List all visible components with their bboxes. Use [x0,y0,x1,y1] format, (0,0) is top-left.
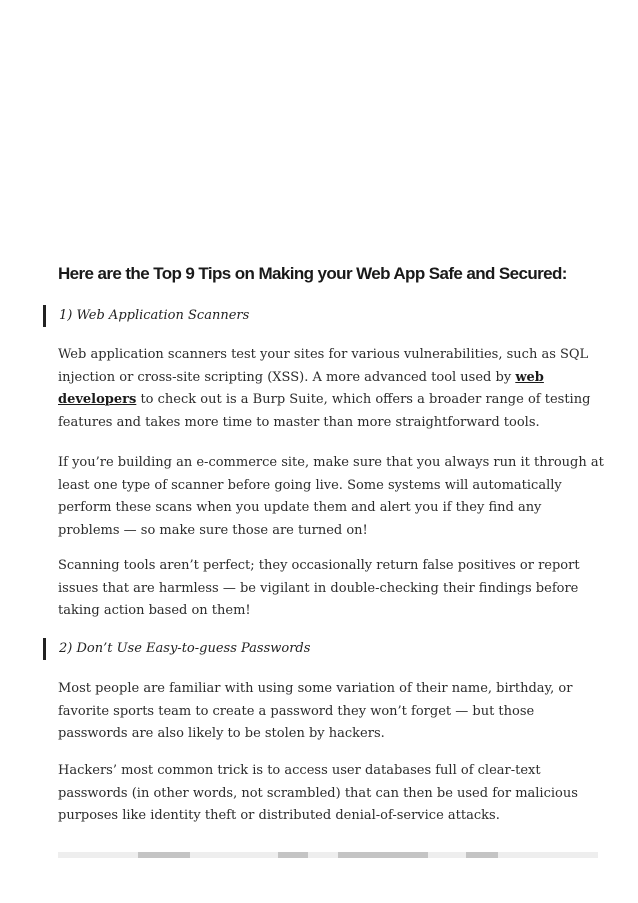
paragraph-text: Web application scanners test your sites for various vulnerabilities, such as SQL injection or cross-site scripting (XSS). A more advanced tool used by [58,347,589,385]
image-strip-segment [278,852,308,858]
paragraph-scanners-intro [58,344,606,434]
paragraph-passwords-intro: Most people are familiar with using some variation of their name, birthday, or favorite sports team to create a password they won’t forget — but those passwords are also likely to be stolen by hackers. [58,681,573,741]
web-developers-link[interactable]: web developers [58,369,544,407]
section-title-passwords: 2) Don’t Use Easy-to-guess Passwords [43,638,619,660]
image-strip-segment [466,852,498,858]
image-strip-placeholder [58,852,598,858]
image-strip-segment [138,852,190,858]
paragraph-scanning-tools: Scanning tools aren’t perfect; they occasionally return false positives or report issues that are harmless — be vigilant in double-checking their findings before taking action based on them! [58,558,580,618]
paragraph-hackers: Hackers’ most common trick is to access user databases full of clear-text passwords (in other words, not scrambled) that can then be used for malicious purposes like identity theft or distributed denial-of-service attacks. [58,763,578,823]
section-title-web-scanners: 1) Web Application Scanners [43,305,619,327]
paragraph-text: to check out is a Burp Suite, which offers a broader range of testing features and takes more time to master than more straightforward tools. [58,392,591,430]
image-strip-segment [338,852,428,858]
paragraph-ecommerce: If you’re building an e-commerce site, make sure that you always run it through at least one type of scanner before going live. Some systems will automatically perform these scans when you update them and alert you if they find any problems — so make sure those are turned on! [58,455,604,538]
article-heading: Here are the Top 9 Tips on Making your Web App Safe and Secured: [58,264,567,283]
